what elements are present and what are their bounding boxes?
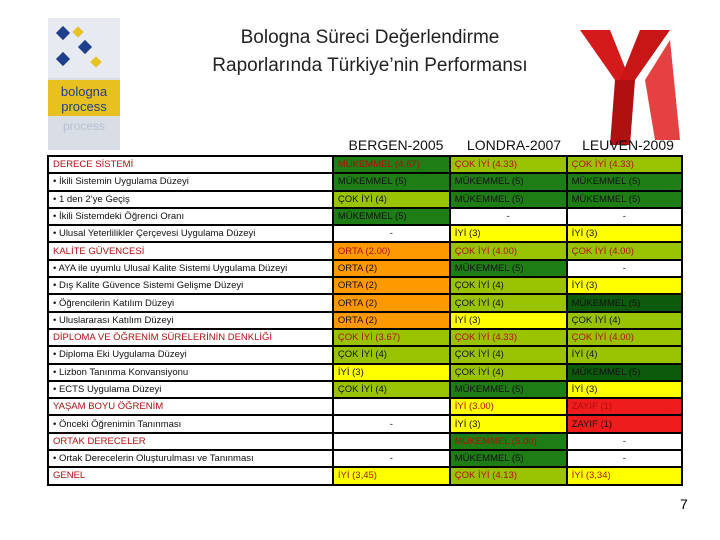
score-cell: MÜKEMMEL (5) bbox=[333, 208, 450, 225]
performance-table bbox=[47, 155, 683, 486]
category-label: ORTAK DERECELER bbox=[48, 433, 333, 450]
column-header-bergen: BERGEN-2005 bbox=[348, 137, 444, 153]
score-cell: MÜKEMMEL (5) bbox=[333, 173, 450, 190]
page-number: 7 bbox=[680, 496, 688, 512]
score-cell: - bbox=[333, 225, 450, 242]
score-cell: ÇOK İYİ (4) bbox=[450, 364, 567, 381]
score-cell: İYİ (3,34) bbox=[567, 467, 682, 484]
score-cell: ÇOK İYİ (4) bbox=[567, 312, 682, 329]
score-cell: MÜKEMMEL (5) bbox=[567, 173, 682, 190]
criterion-label: • Lizbon Tanınma Konvansiyonu bbox=[48, 364, 333, 381]
score-cell: ÇOK İYİ (4.00) bbox=[567, 242, 682, 259]
score-cell: ÇOK İYİ (3.67) bbox=[333, 329, 450, 346]
score-cell bbox=[333, 433, 450, 450]
score-cell: İYİ (3.00) bbox=[450, 398, 567, 415]
table-row bbox=[48, 415, 682, 432]
column-header-leuven: LEUVEN-2009 bbox=[582, 137, 674, 153]
score-cell: İYİ (3,45) bbox=[333, 467, 450, 484]
score-cell: İYİ (3) bbox=[450, 225, 567, 242]
score-cell: - bbox=[567, 208, 682, 225]
criterion-label: • AYA ile uyumlu Ulusal Kalite Sistemi Uygulama Düzeyi bbox=[48, 260, 333, 277]
score-cell: ORTA (2) bbox=[333, 260, 450, 277]
score-cell: ORTA (2) bbox=[333, 294, 450, 311]
criterion-label: • Önceki Öğrenimin Tanınması bbox=[48, 415, 333, 432]
score-cell: MÜKEMMEL (5) bbox=[450, 191, 567, 208]
score-cell: İYİ (3) bbox=[333, 364, 450, 381]
criterion-label: • Öğrencilerin Katılım Düzeyi bbox=[48, 294, 333, 311]
svg-text:bologna: bologna bbox=[60, 84, 108, 99]
criterion-label: • ECTS Uygulama Düzeyi bbox=[48, 381, 333, 398]
table-row bbox=[48, 364, 682, 381]
score-cell: ZAYIF (1) bbox=[567, 415, 682, 432]
score-cell: - bbox=[567, 433, 682, 450]
score-cell: MÜKEMMEL (5) bbox=[567, 191, 682, 208]
page-title bbox=[180, 24, 560, 80]
table-row bbox=[48, 346, 682, 363]
table-row bbox=[48, 433, 682, 450]
table-row bbox=[48, 191, 682, 208]
title-line-2: Raporlarında Türkiye’nin Performansı bbox=[212, 55, 528, 76]
score-cell: ORTA (2) bbox=[333, 312, 450, 329]
criterion-label: • İkili Sistemin Uygulama Düzeyi bbox=[48, 173, 333, 190]
score-cell: ÇOK İYİ (4.33) bbox=[450, 329, 567, 346]
score-cell: ZAYIF (1) bbox=[567, 398, 682, 415]
score-cell: İYİ (3) bbox=[450, 312, 567, 329]
score-cell: ÇOK İYİ (4) bbox=[333, 381, 450, 398]
score-cell: MÜKEMMEL (5) bbox=[567, 364, 682, 381]
category-label: DERECE SİSTEMİ bbox=[48, 156, 333, 173]
score-cell: - bbox=[333, 415, 450, 432]
table-row bbox=[48, 329, 682, 346]
score-cell: ORTA (2) bbox=[333, 277, 450, 294]
score-cell: MÜKEMMEL (5) bbox=[450, 381, 567, 398]
title-line-1: Bologna Süreci Değerlendirme bbox=[240, 27, 500, 48]
category-label: GENEL bbox=[48, 467, 333, 484]
score-cell: ORTA (2.00) bbox=[333, 242, 450, 259]
score-cell: ÇOK İYİ (4) bbox=[450, 346, 567, 363]
table-row bbox=[48, 312, 682, 329]
table-row bbox=[48, 225, 682, 242]
score-cell: İYİ (3) bbox=[567, 225, 682, 242]
score-cell: MÜKEMMEL (5.00) bbox=[450, 433, 567, 450]
table-row bbox=[48, 156, 682, 173]
score-cell: ÇOK İYİ (4) bbox=[333, 191, 450, 208]
criterion-label: • Diploma Eki Uygulama Düzeyi bbox=[48, 346, 333, 363]
score-cell: ÇOK İYİ (4.00) bbox=[567, 329, 682, 346]
score-cell: - bbox=[567, 260, 682, 277]
table-row bbox=[48, 467, 682, 484]
table-row bbox=[48, 277, 682, 294]
svg-text:process: process bbox=[62, 119, 106, 133]
table-row bbox=[48, 294, 682, 311]
bologna-process-logo bbox=[44, 18, 124, 150]
score-cell: İYİ (3) bbox=[567, 277, 682, 294]
score-cell: - bbox=[333, 450, 450, 467]
score-cell: İYİ (3) bbox=[567, 381, 682, 398]
criterion-label: • 1 den 2’ye Geçiş bbox=[48, 191, 333, 208]
score-cell: MÜKEMMEL (5) bbox=[450, 450, 567, 467]
score-cell: MÜKEMMEL (5) bbox=[450, 260, 567, 277]
score-cell: ÇOK İYİ (4.00) bbox=[450, 242, 567, 259]
yok-logo bbox=[560, 20, 690, 150]
score-cell: ÇOK İYİ (4) bbox=[450, 294, 567, 311]
criterion-label: • Uluslararası Katılım Düzeyi bbox=[48, 312, 333, 329]
score-cell: MÜKEMMEL (4.67) bbox=[333, 156, 450, 173]
score-cell: - bbox=[450, 208, 567, 225]
score-cell: ÇOK İYİ (4.33) bbox=[450, 156, 567, 173]
criterion-label: • Ortak Derecelerin Oluşturulması ve Tanınması bbox=[48, 450, 333, 467]
table-row bbox=[48, 173, 682, 190]
score-cell: İYİ (3) bbox=[450, 415, 567, 432]
score-cell: ÇOK İYİ (4.33) bbox=[567, 156, 682, 173]
category-label: YAŞAM BOYU ÖĞRENİM bbox=[48, 398, 333, 415]
category-label: KALİTE GÜVENCESİ bbox=[48, 242, 333, 259]
score-cell: MÜKEMMEL (5) bbox=[450, 173, 567, 190]
score-cell: MÜKEMMEL (5) bbox=[567, 294, 682, 311]
table-row bbox=[48, 450, 682, 467]
column-header-londra: LONDRA-2007 bbox=[466, 137, 562, 153]
score-cell: ÇOK İYİ (4) bbox=[333, 346, 450, 363]
score-cell: İYİ (4) bbox=[567, 346, 682, 363]
table-row bbox=[48, 208, 682, 225]
table-row bbox=[48, 260, 682, 277]
svg-text:process: process bbox=[61, 99, 107, 114]
category-label: DİPLOMA VE ÖĞRENİM SÜRELERİNİN DENKLİĞİ bbox=[48, 329, 333, 346]
criterion-label: • Ulusal Yeterlilikler Çerçevesi Uygulama Düzeyi bbox=[48, 225, 333, 242]
table-row bbox=[48, 381, 682, 398]
table-row bbox=[48, 398, 682, 415]
criterion-label: • İkili Sistemdeki Öğrenci Oranı bbox=[48, 208, 333, 225]
score-cell: - bbox=[567, 450, 682, 467]
score-cell: ÇOK İYİ (4) bbox=[450, 277, 567, 294]
score-cell bbox=[333, 398, 450, 415]
score-cell: ÇOK İYİ (4.13) bbox=[450, 467, 567, 484]
table-row bbox=[48, 242, 682, 259]
criterion-label: • Dış Kalite Güvence Sistemi Gelişme Düzeyi bbox=[48, 277, 333, 294]
